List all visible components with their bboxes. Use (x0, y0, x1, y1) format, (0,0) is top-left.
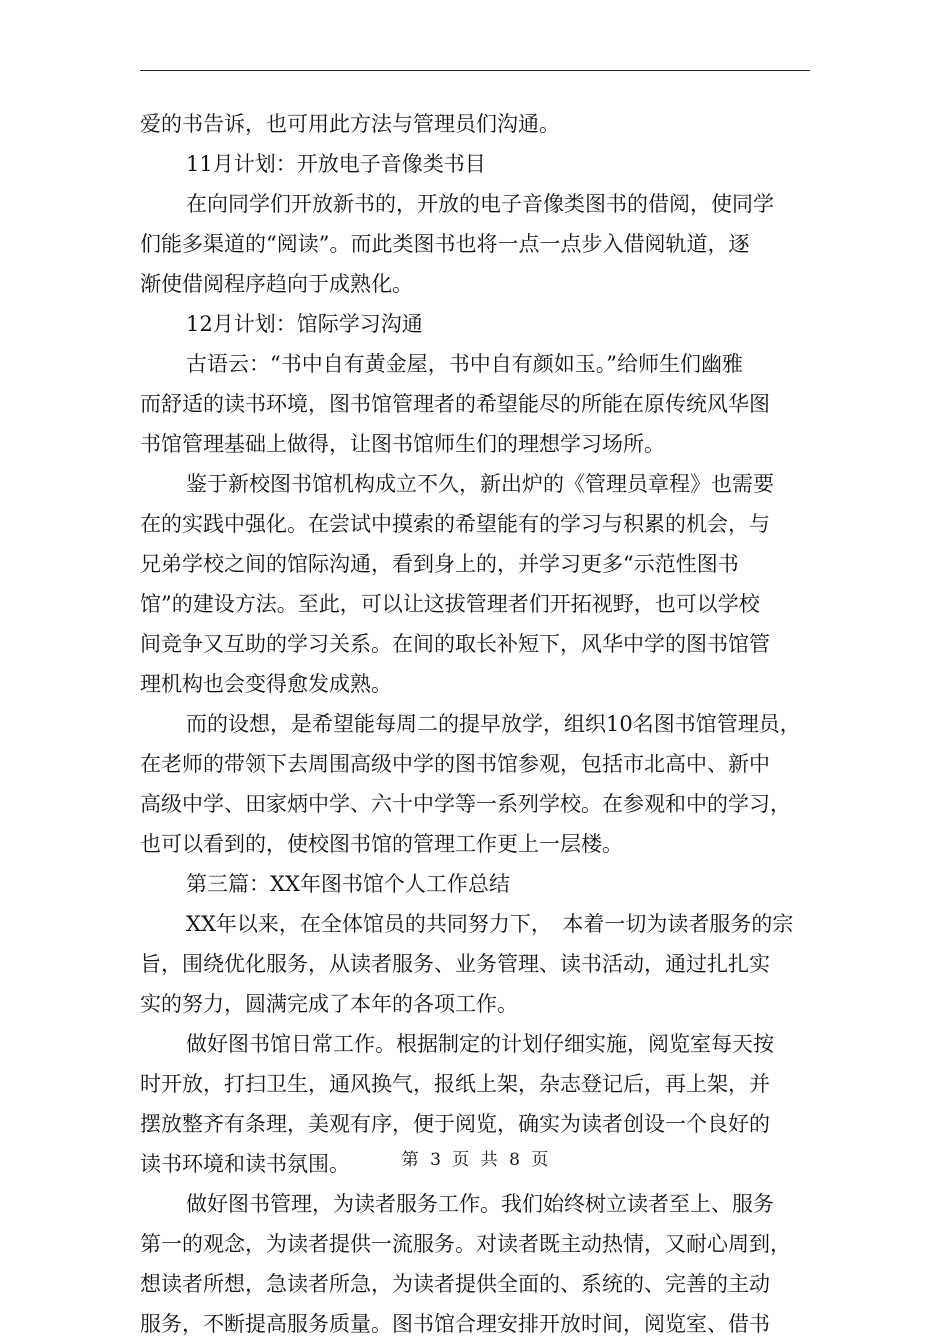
section-heading-december: 12月计划：馆际学习沟通 (186, 312, 423, 336)
page-footer (0, 1148, 950, 1172)
footer-ye: 页 (452, 1150, 470, 1170)
text-line: 在的实践中强化。在尝试中摸索的希望能有的学习与积累的机会，与 (140, 512, 770, 536)
text-line: 做好图书管理，为读者服务工作。我们始终树立读者至上、服务 (186, 1192, 774, 1216)
text-line: 第一的观念，为读者提供一流服务。对读者既主动热情，又耐心周到， (140, 1232, 791, 1256)
text-line: 旨，围绕优化服务，从读者服务、业务管理、读书活动，通过扎扎实 (140, 952, 770, 976)
footer-ye-2: 页 (531, 1150, 549, 1170)
text-line: 爱的书告诉，也可用此方法与管理员们沟通。 (140, 112, 560, 136)
text-line: 而舒适的读书环境，图书馆管理者的希望能尽的所能在原传统风华图 (140, 392, 770, 416)
text-line: 兄弟学校之间的馆际沟通，看到身上的，并学习更多“示范性图书 (140, 552, 739, 576)
text-line: 在老师的带领下去周围高级中学的图书馆参观，包括市北高中、新中 (140, 752, 770, 776)
text-line: 书馆管理基础上做得，让图书馆师生们的理想学习场所。 (140, 432, 665, 456)
footer-di: 第 (401, 1150, 419, 1170)
text-line: 实的努力，圆满完成了本年的各项工作。 (140, 992, 518, 1016)
footer-gong: 共 (480, 1150, 498, 1170)
text-line: 读书环境和读书氛围。 (140, 1152, 350, 1176)
text-line: 时开放，打扫卫生，通风换气，报纸上架，杂志登记后，再上架，并 (140, 1072, 770, 1096)
footer-page-number: 3 (430, 1150, 441, 1170)
text-line: 也可以看到的，使校图书馆的管理工作更上一层楼。 (140, 832, 623, 856)
section-heading-part-three: 第三篇：XX年图书馆个人工作总结 (186, 872, 510, 896)
text-line: 渐使借阅程序趋向于成熟化。 (140, 272, 413, 296)
text-line: 鉴于新校图书馆机构成立不久，新出炉的《管理员章程》也需要 (186, 472, 774, 496)
text-line: 想读者所想，急读者所急，为读者提供全面的、系统的、完善的主动 (140, 1272, 770, 1296)
text-line: 们能多渠道的“阅读”。而此类图书也将一点一点步入借阅轨道，逐 (140, 232, 750, 256)
text-line: XX年以来，在全体馆员的共同努力下， 本着一切为读者服务的宗 (186, 912, 794, 936)
text-line: 在向同学们开放新书的，开放的电子音像类图书的借阅，使同学 (186, 192, 774, 216)
text-line: 间竞争又互助的学习关系。在间的取长补短下，风华中学的图书馆管 (140, 632, 770, 656)
text-line: 古语云：“书中自有黄金屋，书中自有颜如玉。”给师生们幽雅 (186, 352, 743, 376)
section-heading-november: 11月计划：开放电子音像类书目 (186, 152, 486, 176)
header-rule (140, 70, 810, 71)
text-line: 服务，不断提高服务质量。图书馆合理安排开放时间，阅览室、借书 (140, 1312, 770, 1336)
text-line: 高级中学、田家炳中学、六十中学等一系列学校。在参观和中的学习， (140, 792, 791, 816)
footer-total-pages: 8 (509, 1150, 520, 1170)
text-line: 而的设想，是希望能每周二的提早放学，组织10名图书馆管理员， (186, 712, 801, 736)
text-line: 摆放整齐有条理，美观有序，便于阅览，确实为读者创设一个良好的 (140, 1112, 770, 1136)
text-line: 做好图书馆日常工作。根据制定的计划仔细实施，阅览室每天按 (186, 1032, 774, 1056)
text-line: 理机构也会变得愈发成熟。 (140, 672, 392, 696)
text-line: 馆”的建设方法。至此，可以让这拔管理者们开拓视野，也可以学校 (140, 592, 760, 616)
